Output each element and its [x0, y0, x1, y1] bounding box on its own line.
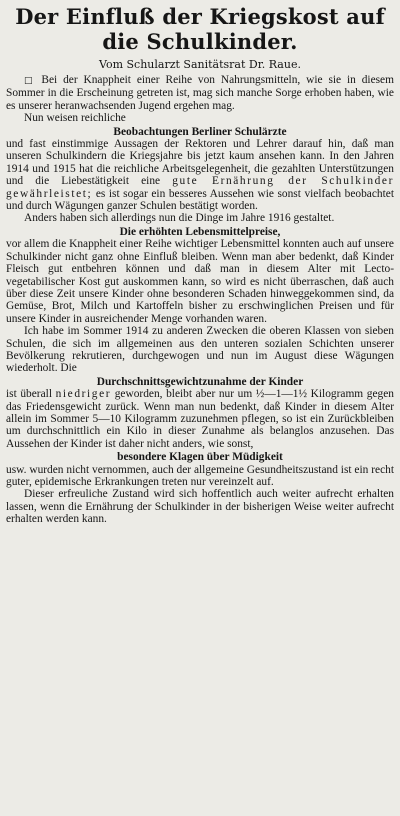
paragraph-3-text-c: es ist sogar ein besseres Aussehen wie sonst vielfach beobachtet und durch Wägungen ganzer Schulen bestätigt worden. — [6, 187, 394, 213]
paragraph-8: usw. wurden nicht vernommen, auch der allgemeine Gesundheitszustand ist ein recht guter, epidemische Erkrankungen treten nur vereinzelt auf. — [6, 463, 394, 488]
paragraph-6: Ich habe im Sommer 1914 zu anderen Zwecken die oberen Klassen von sieben Schulen, die sich im allgemeinen aus den unteren sozialen Schichten unserer Bevölkerung rekrutieren, durchgewogen und nun im August diese Wägungen wiederholt. Die — [6, 325, 394, 375]
subheading-weight-gain: Durchschnittsgewichtzunahme der Kinder — [96, 375, 304, 388]
box-bullet-icon: □ — [24, 76, 36, 86]
subheading-fatigue: besondere Klagen über Müdigkeit — [117, 451, 283, 464]
paragraph-7 — [6, 388, 394, 450]
paragraph-2: Nun weisen reichliche — [24, 112, 126, 125]
byline: Vom Schularzt Sanitätsrat Dr. Raue. — [99, 58, 301, 71]
subheading-prices: Die erhöhten Lebensmittelpreise, — [119, 225, 281, 238]
article-body — [6, 74, 394, 526]
paragraph-7-emphasis: niedriger — [55, 388, 112, 401]
subheading-observations: Beobachtungen Berliner Schulärzte — [113, 125, 287, 138]
paragraph-4: Anders haben sich allerdings nun die Dinge im Jahre 1916 gestaltet. — [24, 212, 335, 225]
paragraph-3-text-a: und fast einstimmige Aussagen der Rektoren und Lehrer darauf hin, daß man unseren Schulkindern die Kriegsjahre bis jetzt kaum ansehen kann. In den Jahren 1914 und 1915 hat die reichliche Arbeitsgelegenheit, die gezahlten Unterstützungen und die Liebestätigkeit eine — [6, 138, 394, 188]
paragraph-3-emphasis: gute Ernährung der Schulkinder gewährleistet; — [6, 175, 394, 200]
paragraph-7-text-c: geworden, bleibt aber nur um ½—1—1½ Kilogramm gegen das Friedensgewicht zurück. Wenn man nun bedenkt, daß Kinder in diesem Alter allein im Sommer 5—10 Kilogramm zuzunehmen pflegen, so ist ein Zurückbleiben um durchschnittlich ein Kilo in dieser Zunahme als belanglos anzusehen. Das Aussehen der Kinder ist daher nicht anders, wie sonst, — [6, 388, 394, 450]
paragraph-1 — [6, 74, 394, 112]
paragraph-1-text: Bei der Knappheit einer Reihe von Nahrungsmitteln, wie sie in diesem Sommer in die Erscheinung getreten ist, mag sich manche Sorge erhoben haben, wie es unserer heranwachsenden Jugend ergehen mag. — [6, 74, 394, 112]
paragraph-9: Dieser erfreuliche Zustand wird sich hoffentlich auch weiter aufrecht erhalten lassen, wenn die Ernährung der Schulkinder in der bisherigen Weise weiter aufrecht erhalten werden kann. — [6, 488, 394, 526]
paragraph-7-text-a: ist überall — [6, 388, 52, 401]
article-title: Der Einfluß der Kriegskost auf die Schulkinder. — [15, 4, 385, 54]
paragraph-5: vor allem die Knappheit einer Reihe wichtiger Lebensmittel konnten auch auf unsere Schulkinder nicht ganz ohne Einfluß bleiben. Wenn man aber bedenkt, daß Kinder Fleisch gut entbehren können und daß man in diesem Alter mit Lecto-vegetabilischer Kost gut auskommen kann, so wird es nicht überraschen, daß auch über diese Zeit unsere Kinder ohne besonderen Schaden hinweggekommen sind, da Gemüse, Brot, Milch und Kartoffeln bisher zu erschwinglichen Preisen und für unsere Kinder in ausreichender Menge vorhanden waren. — [6, 238, 394, 325]
paragraph-3 — [6, 138, 394, 212]
